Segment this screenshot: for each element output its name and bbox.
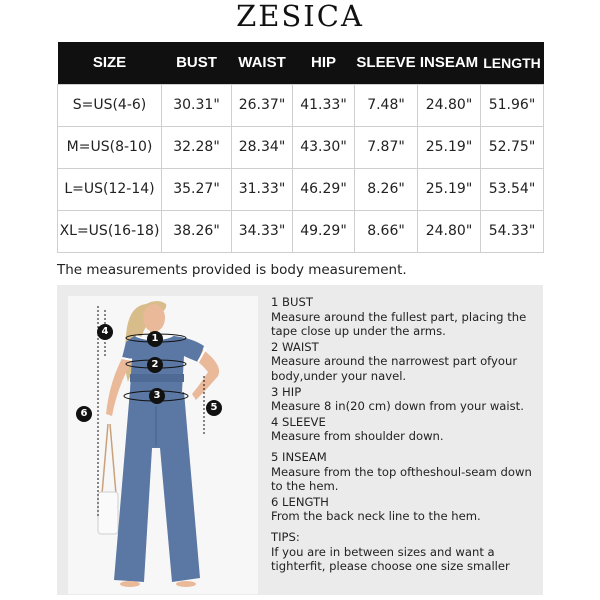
instruction-hip [271, 385, 541, 414]
instruction-title: 5 INSEAM [271, 449, 327, 464]
instruction-title: 1 BUST [271, 295, 313, 309]
instruction-body: Measure 8 in(20 cm) down from your waist. [271, 399, 524, 414]
marker-sleeve: 4 [97, 324, 113, 340]
header-inseam: INSEAM [418, 42, 481, 84]
cell-size: L=US(12-14) [58, 168, 162, 210]
cell-waist: 28.34" [232, 126, 293, 168]
measurement-note: The measurements provided is body measurement. [57, 262, 407, 278]
instruction-body: Measure around the fullest part, placing the tape close up under the arms. [271, 309, 527, 339]
cell-length: 51.96" [481, 84, 544, 126]
instruction-inseam [271, 450, 541, 494]
instruction-title: 6 LENGTH [271, 494, 329, 509]
cell-length: 52.75" [481, 126, 544, 168]
model-figure [68, 296, 258, 594]
cell-sleeve: 7.87" [355, 126, 418, 168]
cell-bust: 35.27" [162, 168, 232, 210]
table-row [58, 84, 544, 126]
cell-hip: 43.30" [293, 126, 355, 168]
cell-inseam: 25.19" [418, 168, 481, 210]
cell-size: XL=US(16-18) [58, 210, 162, 252]
instruction-length [271, 495, 541, 524]
cell-hip: 46.29" [293, 168, 355, 210]
cell-hip: 49.29" [293, 210, 355, 252]
instruction-body: Measure from shoulder down. [271, 429, 444, 444]
cell-sleeve: 7.48" [355, 84, 418, 126]
table-row [58, 168, 544, 210]
instruction-title: 4 SLEEVE [271, 414, 326, 429]
instruction-waist [271, 340, 541, 384]
model-illustration [68, 296, 258, 594]
instruction-body: From the back neck line to the hem. [271, 509, 481, 524]
marker-inseam: 5 [206, 400, 222, 416]
marker-length: 6 [76, 406, 92, 422]
table-row [58, 126, 544, 168]
cell-waist: 31.33" [232, 168, 293, 210]
cell-inseam: 24.80" [418, 84, 481, 126]
cell-size: S=US(4-6) [58, 84, 162, 126]
cell-length: 53.54" [481, 168, 544, 210]
cell-bust: 38.26" [162, 210, 232, 252]
cell-size: M=US(8-10) [58, 126, 162, 168]
instruction-sleeve [271, 415, 541, 444]
header-sleeve: SLEEVE [355, 42, 418, 84]
cell-bust: 30.31" [162, 84, 232, 126]
marker-hip: 3 [149, 388, 165, 404]
table-header-row [58, 42, 544, 84]
header-bust: BUST [162, 42, 232, 84]
tips-section [271, 530, 541, 574]
header-size: SIZE [58, 42, 162, 84]
instruction-bust [271, 295, 541, 339]
cell-hip: 41.33" [293, 84, 355, 126]
marker-waist: 2 [147, 357, 163, 373]
tips-text: If you are in between sizes and want a tighterfit, please choose one size smaller [271, 544, 510, 574]
instruction-body: Measure from the top oftheshoul-seam down to the hem. [271, 464, 532, 494]
header-hip: HIP [293, 42, 355, 84]
header-length: LENGTH [481, 42, 544, 84]
size-chart-table [57, 42, 544, 253]
cell-sleeve: 8.26" [355, 168, 418, 210]
cell-sleeve: 8.66" [355, 210, 418, 252]
marker-bust: 1 [147, 331, 163, 347]
instruction-body: Measure around the narrowest part ofyour body,under your navel. [271, 354, 518, 383]
cell-waist: 34.33" [232, 210, 293, 252]
cell-waist: 26.37" [232, 84, 293, 126]
instruction-title: 3 HIP [271, 384, 302, 399]
cell-length: 54.33" [481, 210, 544, 252]
brand-logo: ZESICA [236, 0, 364, 33]
header-waist: WAIST [232, 42, 293, 84]
measurement-instructions [271, 295, 541, 575]
table-row [58, 210, 544, 252]
instruction-title: 2 WAIST [271, 339, 319, 354]
cell-bust: 32.28" [162, 126, 232, 168]
cell-inseam: 24.80" [418, 210, 481, 252]
cell-inseam: 25.19" [418, 126, 481, 168]
tips-title: TIPS: [271, 529, 300, 544]
